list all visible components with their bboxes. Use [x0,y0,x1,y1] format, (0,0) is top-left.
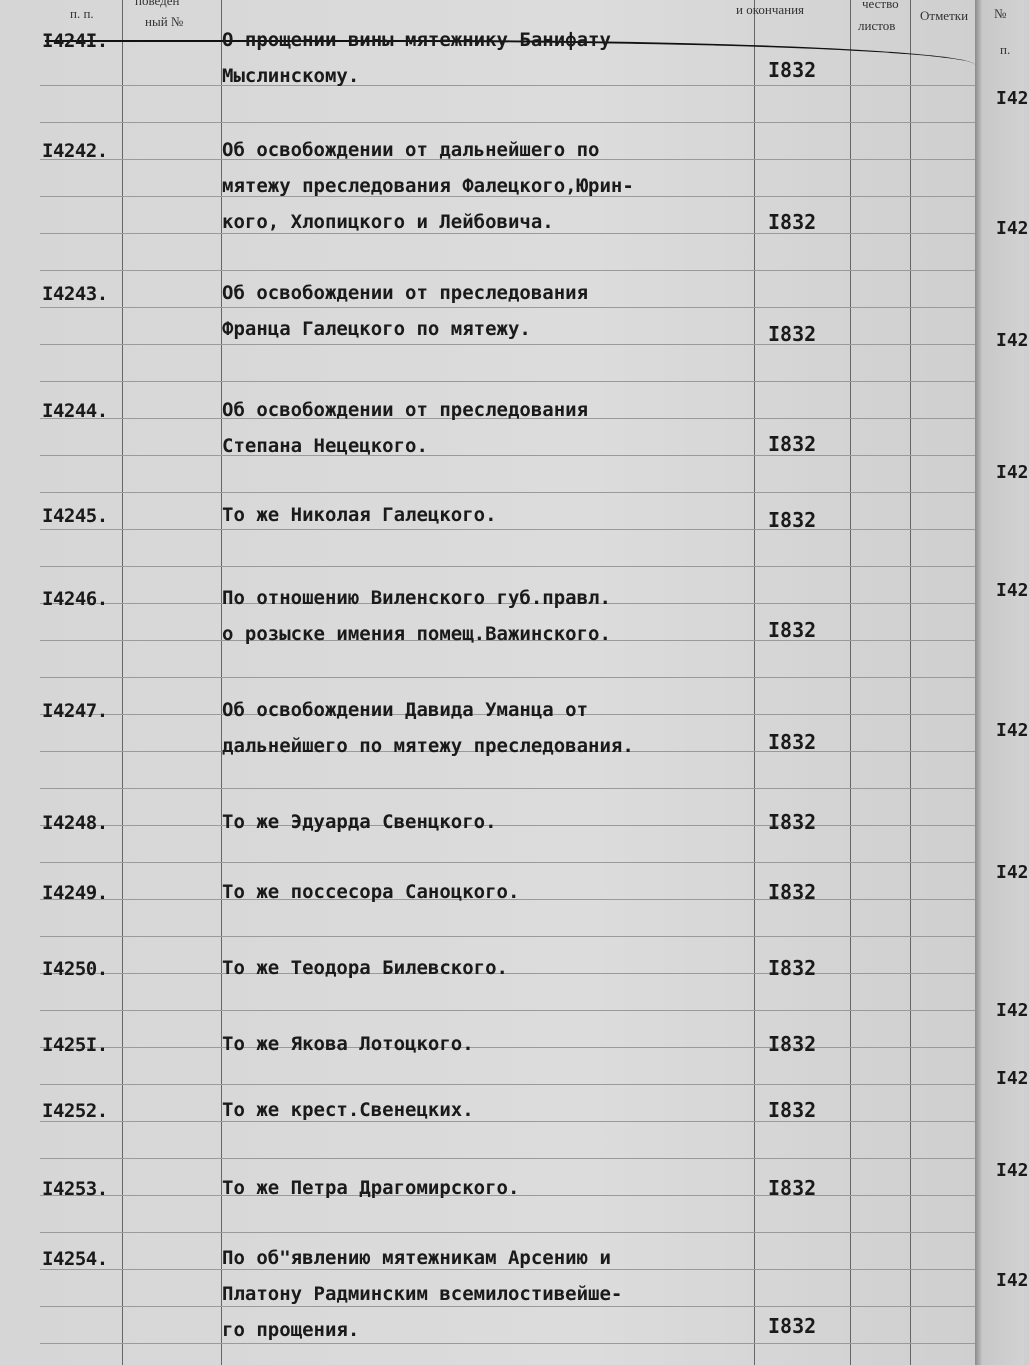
entry-year: I832 [768,58,817,82]
entry-title: Об освобождении Давида Уманца от дальнейшего по мятежу преследования. [222,699,634,757]
entry-year: I832 [768,1098,817,1122]
ruled-line [40,492,975,493]
entry-number: I425I. [42,1034,108,1056]
ruled-line [40,1010,975,1011]
entry-year: I832 [768,880,817,904]
header-sheets-top: чество [862,0,899,11]
entry-number: I4253. [42,1178,108,1200]
entry-year: I832 [768,1032,817,1056]
entry-year: I832 [768,210,817,234]
ruled-line [40,270,975,271]
right-header-sub: п. [1000,42,1011,57]
right-page-number-fragment: I42 [996,720,1029,741]
ruled-line [40,566,975,567]
ruled-line [40,1084,975,1085]
entry-year: I832 [768,1176,817,1200]
entry-title: Об освобождении от дальнейшего по мятежу преследования Фалецкого,Юрин- кого, Хлопицкого и Лейбовича. [222,139,634,233]
right-header: № [994,6,1007,21]
header-remarks: Отметки [920,8,969,23]
ruled-line [40,381,975,382]
right-page-number-fragment: I42 [996,1068,1029,1089]
entry-number: I4249. [42,882,108,904]
entry-number: I424I. [42,30,108,52]
entry-title: По отношению Виленского губ.правл. о розыске имения помещ.Важинского. [222,587,611,645]
ruled-line [40,862,975,863]
entry-number: I4244. [42,400,108,422]
entry-year: I832 [768,730,817,754]
entry-title: О прощении вины мятежнику Банифату Мыслинскому. [222,29,611,87]
ruled-line [40,936,975,937]
entry-year: I832 [768,1314,817,1338]
entry-year: I832 [768,810,817,834]
column-divider [910,0,911,1365]
entry-title: То же крест.Свенецких. [222,1099,474,1121]
entry-year: I832 [768,956,817,980]
column-divider [122,0,123,1365]
right-page-number-fragment: I42 [996,1160,1029,1181]
entry-title: То же Теодора Билевского. [222,957,508,979]
right-page-number-fragment: I42 [996,218,1029,239]
header-dates: и окончания [736,2,805,17]
entry-number: I4242. [42,140,108,162]
entry-number: I4245. [42,505,108,527]
entry-number: I4252. [42,1100,108,1122]
entry-title: То же Эдуарда Свенцкого. [222,811,497,833]
entry-year: I832 [768,618,817,642]
ruled-line [40,1158,975,1159]
right-page-number-fragment: I42 [996,462,1029,483]
entry-number: I4254. [42,1248,108,1270]
entry-year: I832 [768,432,817,456]
right-page-number-fragment: I42 [996,88,1029,109]
entry-title: По об"явлению мятежникам Арсению и Платону Радминским всемилостивейше- го прощения. [222,1247,623,1341]
right-page-number-fragment: I42 [996,580,1029,601]
header-number: п. п. [70,6,94,21]
right-page-number-fragment: I42 [996,1270,1029,1291]
entry-number: I4247. [42,700,108,722]
entry-number: I4248. [42,812,108,834]
entry-title: Об освобождении от преследования Франца Галецкого по мятежу. [222,282,589,340]
right-page-number-fragment: I42 [996,330,1029,351]
entry-number: I4246. [42,588,108,610]
entry-year: I832 [768,508,817,532]
header-col2: ный № [145,14,184,29]
entry-title: То же поссесора Саноцкого. [222,881,520,903]
header-sheets: листов [858,18,896,33]
entry-title: То же Якова Лотоцкого. [222,1033,474,1055]
ruled-line [40,122,975,123]
column-divider [850,0,851,1365]
right-page-number-fragment: I42 [996,1000,1029,1021]
entry-title: То же Николая Галецкого. [222,504,497,526]
ruled-line [40,788,975,789]
entry-title: Об освобождении от преследования Степана Нецецкого. [222,399,589,457]
entry-number: I4250. [42,958,108,980]
right-page-number-fragment: I42 [996,862,1029,883]
header-col2-top: поведен [135,0,180,8]
ruled-line [40,1232,975,1233]
entry-number: I4243. [42,283,108,305]
ruled-line [40,677,975,678]
entry-title: То же Петра Драгомирского. [222,1177,520,1199]
entry-year: I832 [768,322,817,346]
